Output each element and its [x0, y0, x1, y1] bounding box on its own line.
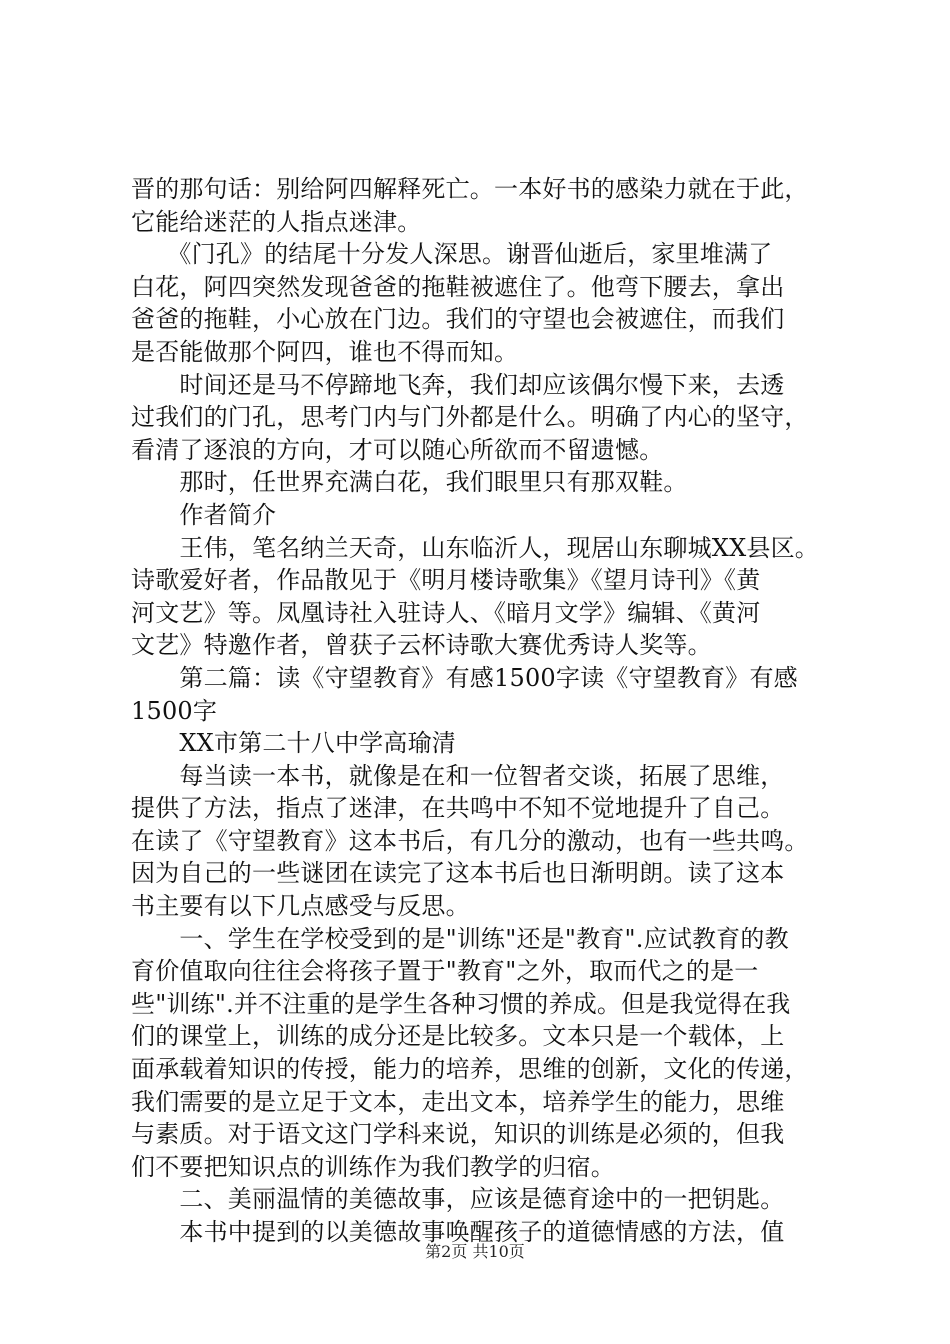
text-line: 一、学生在学校受到的是"训练"还是"教育".应试教育的教 [131, 924, 789, 953]
text-line: 与素质。对于语文这门学科来说，知识的训练是必须的，但我 [131, 1120, 785, 1149]
text-line: 那时，任世界充满白花，我们眼里只有那双鞋。 [131, 468, 688, 497]
text-line: 河文艺》等。凤凰诗社入驻诗人、《暗月文学》编辑、《黄河 [131, 598, 761, 627]
text-line: 白花，阿四突然发现爸爸的拖鞋被遮住了。他弯下腰去，拿出 [131, 272, 785, 301]
text-line: 二、美丽温情的美德故事，应该是德育途中的一把钥匙。 [131, 1185, 785, 1214]
text-line: 书主要有以下几点感受与反思。 [131, 892, 470, 921]
text-line: 我们需要的是立足于文本，走出文本，培养学生的能力，思维 [131, 1087, 785, 1116]
text-line: 因为自己的一些谜团在读完了这本书后也日渐明朗。读了这本 [131, 859, 785, 888]
text-line: 它能给迷茫的人指点迷津。 [131, 207, 422, 236]
text-line: 是否能做那个阿四，谁也不得而知。 [131, 337, 519, 366]
text-line: 在读了《守望教育》这本书后，有几分的激动，也有一些共鸣。 [131, 826, 809, 855]
text-line: 育价值取向往往会将孩子置于"教育"之外，取而代之的是一 [131, 957, 759, 986]
text-line: 过我们的门孔，思考门内与门外都是什么。明确了内心的坚守， [131, 403, 809, 432]
text-line: 面承载着知识的传授，能力的培养，思维的创新，文化的传递， [131, 1055, 809, 1084]
text-line: 提供了方法，指点了迷津，在共鸣中不知不觉地提升了自己。 [131, 794, 785, 823]
text-line: 们不要把知识点的训练作为我们教学的归宿。 [131, 1152, 615, 1181]
text-line: 时间还是马不停蹄地飞奔，我们却应该偶尔慢下来，去透 [131, 370, 785, 399]
text-line: 本书中提到的以美德故事唤醒孩子的道德情感的方法，值 [131, 1218, 785, 1246]
text-line: 爸爸的拖鞋，小心放在门边。我们的守望也会被遮住，而我们 [131, 305, 785, 334]
text-line: 们的课堂上，训练的成分还是比较多。文本只是一个载体，上 [131, 1022, 785, 1051]
text-line: 1500字 [131, 696, 218, 725]
text-line: 王伟，笔名纳兰天奇，山东临沂人，现居山东聊城XX县区。 [131, 533, 819, 562]
text-line: 诗歌爱好者，作品散见于《明月楼诗歌集》《望月诗刊》《黄 [131, 566, 761, 595]
text-line: 文艺》特邀作者，曾获子云杯诗歌大赛优秀诗人奖等。 [131, 631, 712, 660]
text-line: 第二篇：读《守望教育》有感1500字读《守望教育》有感 [131, 663, 798, 692]
text-line: 每当读一本书，就像是在和一位智者交谈，拓展了思维， [131, 761, 785, 790]
text-line: 作者简介 [131, 500, 277, 529]
page-footer: 第2页 共10页 [425, 1242, 525, 1261]
text-line: 晋的那句话：别给阿四解释死亡。一本好书的感染力就在于此， [131, 175, 809, 203]
text-line: XX市第二十八中学高瑜清 [131, 729, 456, 758]
text-line: 些"训练".并不注重的是学生各种习惯的养成。但是我觉得在我 [131, 989, 791, 1018]
text-line: 《门孔》的结尾十分发人深思。谢晋仙逝后，家里堆满了 [131, 240, 773, 269]
text-line: 看清了逐浪的方向，才可以随心所欲而不留遗憾。 [131, 435, 664, 464]
body-text [131, 173, 846, 1249]
